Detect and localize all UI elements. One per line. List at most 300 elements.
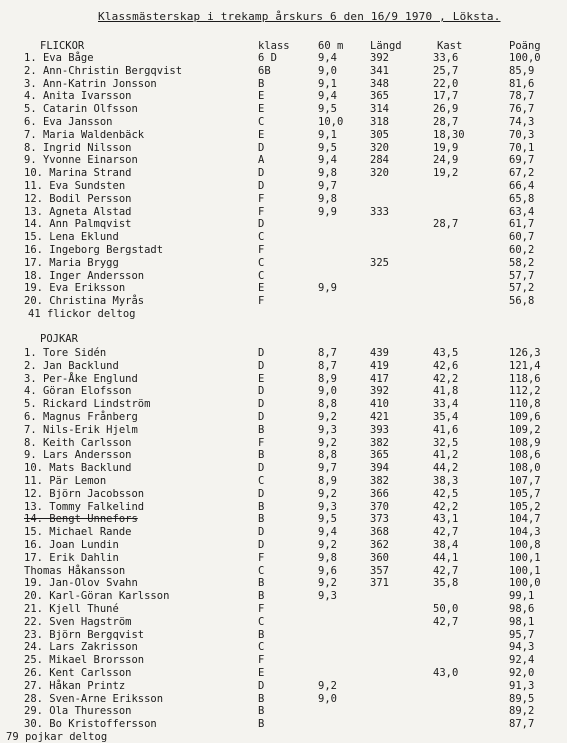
pojkar-cell-poang: 87,7 xyxy=(509,718,535,731)
pojkar-row xyxy=(0,565,567,578)
pojkar-cell-klass: C xyxy=(258,475,265,487)
pojkar-participants-note: 79 pojkar deltog xyxy=(6,731,108,743)
pojkar-cell-m60: 9,3 xyxy=(318,500,337,513)
flickor-participants-note: 41 flickor deltog xyxy=(28,308,136,320)
flickor-cell-name: 17. Maria Brygg xyxy=(24,256,119,269)
flickor-cell-klass: D xyxy=(258,218,265,231)
pojkar-cell-klass: B xyxy=(258,513,265,526)
pojkar-cell-klass: D xyxy=(258,359,265,372)
flickor-row xyxy=(0,244,567,257)
flickor-cell-poang: 57,2 xyxy=(509,282,535,295)
pojkar-cell-langd: 371 xyxy=(370,577,389,590)
pojkar-cell-m60: 8,9 xyxy=(318,372,337,385)
pojkar-cell-poang: 104,3 xyxy=(509,526,541,539)
pojkar-cell-kast: 50,0 xyxy=(433,603,459,615)
pojkar-cell-poang: 98,1 xyxy=(509,615,535,628)
pojkar-cell-klass: F xyxy=(258,654,265,667)
pojkar-cell-m60: 9,8 xyxy=(318,551,337,564)
flickor-cell-name: 5. Catarin Olfsson xyxy=(24,103,138,116)
pojkar-cell-name: 30. Bo Kristoffersson xyxy=(24,718,157,731)
pojkar-cell-kast: 42,7 xyxy=(433,526,459,539)
pojkar-cell-poang: 91,3 xyxy=(509,679,535,692)
pojkar-cell-name: 7. Nils-Erik Hjelm xyxy=(24,423,138,436)
pojkar-cell-m60: 9,7 xyxy=(318,462,337,475)
pojkar-cell-poang: 99,1 xyxy=(509,590,535,603)
flickor-cell-poang: 70,3 xyxy=(509,128,535,141)
pojkar-row xyxy=(0,424,567,437)
flickor-cell-kast: 25,7 xyxy=(433,64,459,77)
pojkar-section-label: POJKAR xyxy=(40,333,78,345)
pojkar-cell-poang: 105,2 xyxy=(509,500,541,513)
pojkar-cell-langd: 419 xyxy=(370,359,389,372)
flickor-cell-langd: 320 xyxy=(370,141,389,154)
flickor-cell-name: 18. Inger Andersson xyxy=(24,269,145,282)
pojkar-cell-poang: 118,6 xyxy=(509,372,541,385)
pojkar-cell-langd: 382 xyxy=(370,475,389,487)
pojkar-cell-m60: 9,2 xyxy=(318,487,337,500)
pojkar-cell-langd: 366 xyxy=(370,487,389,500)
pojkar-cell-name: 14. Bengt Unnefors xyxy=(24,513,138,526)
pojkar-cell-m60: 9,2 xyxy=(318,577,337,590)
pojkar-row xyxy=(0,705,567,718)
flickor-cell-name: 4. Anita Ivarsson xyxy=(24,90,132,103)
pojkar-cell-poang: 108,0 xyxy=(509,462,541,475)
flickor-cell-m60: 9,8 xyxy=(318,167,337,180)
flickor-row xyxy=(0,129,567,142)
pojkar-cell-m60: 8,9 xyxy=(318,475,337,487)
pojkar-cell-poang: 94,3 xyxy=(509,641,535,654)
pojkar-row xyxy=(0,629,567,642)
pojkar-cell-name: Thomas Håkansson xyxy=(24,564,126,577)
pojkar-cell-kast: 42,5 xyxy=(433,487,459,500)
pojkar-cell-klass: B xyxy=(258,692,265,705)
flickor-cell-m60: 9,1 xyxy=(318,77,337,90)
pojkar-cell-m60: 8,8 xyxy=(318,449,337,462)
flickor-cell-klass: D xyxy=(258,180,265,192)
pojkar-cell-m60: 9,4 xyxy=(318,526,337,539)
pojkar-cell-langd: 394 xyxy=(370,462,389,475)
pojkar-cell-kast: 43,1 xyxy=(433,513,459,526)
flickor-cell-kast: 24,9 xyxy=(433,154,459,167)
flickor-cell-langd: 314 xyxy=(370,103,389,116)
pojkar-cell-poang: 92,4 xyxy=(509,654,535,667)
pojkar-cell-klass: E xyxy=(258,667,265,679)
pojkar-cell-poang: 107,7 xyxy=(509,475,541,487)
flickor-row xyxy=(0,90,567,103)
flickor-cell-langd: 305 xyxy=(370,128,389,141)
flickor-cell-kast: 26,9 xyxy=(433,103,459,116)
pojkar-cell-kast: 41,6 xyxy=(433,423,459,436)
pojkar-row xyxy=(0,693,567,706)
pojkar-cell-name: 12. Björn Jacobsson xyxy=(24,487,145,500)
pojkar-cell-name: 29. Ola Thuresson xyxy=(24,705,132,718)
flickor-cell-langd: 320 xyxy=(370,167,389,180)
pojkar-cell-poang: 89,2 xyxy=(509,705,535,718)
pojkar-cell-m60: 8,8 xyxy=(318,398,337,411)
pojkar-cell-langd: 382 xyxy=(370,436,389,449)
flickor-cell-poang: 81,6 xyxy=(509,77,535,90)
pojkar-cell-kast: 43,0 xyxy=(433,667,459,679)
flickor-row xyxy=(0,78,567,91)
flickor-cell-name: 19. Eva Eriksson xyxy=(24,282,126,295)
pojkar-cell-klass: D xyxy=(258,539,265,551)
pojkar-cell-klass: F xyxy=(258,436,265,449)
pojkar-cell-name: 11. Pär Lemon xyxy=(24,475,107,487)
pojkar-cell-name: 4. Göran Elofsson xyxy=(24,385,132,398)
sheet-title: Klassmästerskap i trekamp årskurs 6 den 16/9 1970 , Löksta. xyxy=(98,10,501,23)
flickor-cell-klass: A xyxy=(258,154,265,167)
pojkar-cell-langd: 362 xyxy=(370,539,389,551)
flickor-cell-klass: C xyxy=(258,116,265,128)
pojkar-cell-kast: 43,5 xyxy=(433,347,459,359)
pojkar-cell-name: 24. Lars Zakrisson xyxy=(24,641,138,654)
flickor-cell-kast: 28,7 xyxy=(433,218,459,231)
flickor-cell-name: 9. Yvonne Einarson xyxy=(24,154,138,167)
pojkar-cell-klass: B xyxy=(258,577,265,590)
col-poang-header: Poäng xyxy=(509,40,541,52)
flickor-cell-poang: 78,7 xyxy=(509,90,535,103)
flickor-row xyxy=(0,295,567,308)
flickor-cell-name: 12. Bodil Persson xyxy=(24,192,132,205)
flickor-cell-poang: 60,2 xyxy=(509,244,535,256)
pojkar-cell-name: 8. Keith Carlsson xyxy=(24,436,132,449)
flickor-cell-klass: 6 D xyxy=(258,52,277,64)
pojkar-cell-kast: 35,4 xyxy=(433,411,459,423)
flickor-cell-klass: F xyxy=(258,295,265,308)
pojkar-cell-name: 5. Rickard Lindström xyxy=(24,398,151,411)
pojkar-cell-name: 25. Mikael Brorsson xyxy=(24,654,145,667)
pojkar-row xyxy=(0,449,567,462)
pojkar-cell-name: 28. Sven-Arne Eriksson xyxy=(24,692,164,705)
flickor-row xyxy=(0,231,567,244)
pojkar-cell-kast: 42,6 xyxy=(433,359,459,372)
pojkar-cell-m60: 9,2 xyxy=(318,411,337,423)
pojkar-cell-name: 15. Michael Rande xyxy=(24,526,132,539)
pojkar-cell-name: 1. Tore Sidén xyxy=(24,347,107,359)
pojkar-cell-poang: 126,3 xyxy=(509,347,541,359)
pojkar-row xyxy=(0,475,567,488)
pojkar-row xyxy=(0,590,567,603)
pojkar-cell-poang: 98,6 xyxy=(509,603,535,615)
pojkar-cell-langd: 392 xyxy=(370,385,389,398)
flickor-row xyxy=(0,257,567,270)
flickor-row xyxy=(0,270,567,283)
pojkar-cell-m60: 9,0 xyxy=(318,692,337,705)
pojkar-row xyxy=(0,411,567,424)
flickor-cell-name: 10. Marina Strand xyxy=(24,167,132,180)
flickor-cell-m60: 10,0 xyxy=(318,116,344,128)
pojkar-row xyxy=(0,398,567,411)
flickor-cell-m60: 9,0 xyxy=(318,64,337,77)
flickor-row xyxy=(0,180,567,193)
flickor-cell-kast: 28,7 xyxy=(433,116,459,128)
flickor-row xyxy=(0,103,567,116)
flickor-cell-poang: 65,8 xyxy=(509,192,535,205)
pojkar-cell-name: 9. Lars Andersson xyxy=(24,449,132,462)
pojkar-cell-klass: D xyxy=(258,347,265,359)
pojkar-cell-langd: 357 xyxy=(370,564,389,577)
pojkar-row xyxy=(0,654,567,667)
pojkar-row xyxy=(0,385,567,398)
pojkar-cell-klass: B xyxy=(258,718,265,731)
flickor-row xyxy=(0,218,567,231)
flickor-cell-m60: 9,4 xyxy=(318,154,337,167)
pojkar-row xyxy=(0,360,567,373)
pojkar-cell-m60: 9,2 xyxy=(318,539,337,551)
flickor-cell-langd: 348 xyxy=(370,77,389,90)
pojkar-row xyxy=(0,501,567,514)
flickor-cell-kast: 33,6 xyxy=(433,52,459,64)
pojkar-cell-poang: 95,7 xyxy=(509,628,535,641)
flickor-cell-klass: D xyxy=(258,167,265,180)
flickor-section-label: FLICKOR xyxy=(40,40,85,52)
pojkar-cell-klass: D xyxy=(258,526,265,539)
flickor-cell-name: 3. Ann-Katrin Jonsson xyxy=(24,77,157,90)
pojkar-row xyxy=(0,680,567,693)
pojkar-cell-name: 10. Mats Backlund xyxy=(24,462,132,475)
pojkar-cell-poang: 92,0 xyxy=(509,667,535,679)
flickor-cell-poang: 69,7 xyxy=(509,154,535,167)
col-klass-header: klass xyxy=(258,40,290,52)
pojkar-cell-kast: 38,4 xyxy=(433,539,459,551)
pojkar-row xyxy=(0,347,567,360)
flickor-cell-langd: 341 xyxy=(370,64,389,77)
pojkar-cell-klass: D xyxy=(258,487,265,500)
pojkar-cell-langd: 417 xyxy=(370,372,389,385)
pojkar-cell-m60: 9,0 xyxy=(318,385,337,398)
pojkar-row xyxy=(0,577,567,590)
pojkar-cell-kast: 44,1 xyxy=(433,551,459,564)
pojkar-row xyxy=(0,513,567,526)
pojkar-cell-langd: 421 xyxy=(370,411,389,423)
pojkar-cell-klass: C xyxy=(258,641,265,654)
pojkar-row xyxy=(0,616,567,629)
pojkar-cell-kast: 32,5 xyxy=(433,436,459,449)
flickor-cell-kast: 22,0 xyxy=(433,77,459,90)
pojkar-cell-name: 23. Björn Bergqvist xyxy=(24,628,145,641)
flickor-cell-poang: 85,9 xyxy=(509,64,535,77)
pojkar-cell-poang: 89,5 xyxy=(509,692,535,705)
flickor-cell-klass: B xyxy=(258,77,265,90)
pojkar-cell-klass: B xyxy=(258,423,265,436)
pojkar-cell-klass: E xyxy=(258,372,265,385)
flickor-cell-klass: D xyxy=(258,141,265,154)
pojkar-cell-poang: 104,7 xyxy=(509,513,541,526)
pojkar-cell-m60: 9,6 xyxy=(318,564,337,577)
flickor-cell-klass: C xyxy=(258,256,265,269)
pojkar-cell-name: 13. Tommy Falkelind xyxy=(24,500,145,513)
flickor-cell-klass: E xyxy=(258,103,265,116)
pojkar-cell-poang: 108,6 xyxy=(509,449,541,462)
pojkar-row xyxy=(0,603,567,616)
col-langd-header: Längd xyxy=(370,40,402,52)
flickor-cell-klass: F xyxy=(258,205,265,218)
pojkar-cell-m60: 9,3 xyxy=(318,590,337,603)
flickor-cell-kast: 19,2 xyxy=(433,167,459,180)
flickor-row xyxy=(0,193,567,206)
pojkar-cell-poang: 108,9 xyxy=(509,436,541,449)
pojkar-cell-kast: 33,4 xyxy=(433,398,459,411)
flickor-cell-kast: 17,7 xyxy=(433,90,459,103)
pojkar-cell-name: 17. Erik Dahlin xyxy=(24,551,119,564)
flickor-cell-poang: 70,1 xyxy=(509,141,535,154)
pojkar-cell-klass: F xyxy=(258,551,265,564)
flickor-cell-name: 15. Lena Eklund xyxy=(24,231,119,244)
pojkar-cell-langd: 373 xyxy=(370,513,389,526)
pojkar-cell-poang: 100,8 xyxy=(509,539,541,551)
pojkar-row xyxy=(0,539,567,552)
pojkar-cell-langd: 365 xyxy=(370,449,389,462)
flickor-cell-poang: 74,3 xyxy=(509,116,535,128)
pojkar-cell-m60: 9,2 xyxy=(318,679,337,692)
flickor-cell-m60: 9,4 xyxy=(318,52,337,64)
flickor-row xyxy=(0,52,567,65)
flickor-row xyxy=(0,167,567,180)
pojkar-cell-klass: C xyxy=(258,615,265,628)
flickor-cell-langd: 325 xyxy=(370,256,389,269)
pojkar-row xyxy=(0,437,567,450)
pojkar-cell-kast: 41,8 xyxy=(433,385,459,398)
pojkar-cell-name: 27. Håkan Printz xyxy=(24,679,126,692)
pojkar-row xyxy=(0,462,567,475)
flickor-cell-kast: 18,30 xyxy=(433,128,465,141)
pojkar-cell-klass: B xyxy=(258,449,265,462)
pojkar-cell-poang: 121,4 xyxy=(509,359,541,372)
flickor-cell-poang: 63,4 xyxy=(509,205,535,218)
flickor-cell-poang: 67,2 xyxy=(509,167,535,180)
flickor-cell-name: 1. Eva Båge xyxy=(24,52,94,64)
flickor-cell-name: 13. Agneta Alstad xyxy=(24,205,132,218)
pojkar-cell-klass: F xyxy=(258,603,265,615)
flickor-cell-klass: C xyxy=(258,269,265,282)
flickor-cell-m60: 9,9 xyxy=(318,205,337,218)
pojkar-row xyxy=(0,552,567,565)
flickor-cell-m60: 9,5 xyxy=(318,103,337,116)
flickor-row xyxy=(0,282,567,295)
flickor-cell-m60: 9,4 xyxy=(318,90,337,103)
flickor-cell-m60: 9,8 xyxy=(318,192,337,205)
pojkar-cell-klass: D xyxy=(258,679,265,692)
pojkar-row xyxy=(0,526,567,539)
flickor-cell-langd: 392 xyxy=(370,52,389,64)
flickor-cell-name: 8. Ingrid Nilsson xyxy=(24,141,132,154)
pojkar-cell-poang: 100,0 xyxy=(509,577,541,590)
pojkar-cell-kast: 42,7 xyxy=(433,564,459,577)
pojkar-cell-poang: 100,1 xyxy=(509,564,541,577)
pojkar-cell-name: 19. Jan-Olov Svahn xyxy=(24,577,138,590)
pojkar-cell-klass: B xyxy=(258,628,265,641)
pojkar-row xyxy=(0,641,567,654)
pojkar-cell-poang: 100,1 xyxy=(509,551,541,564)
pojkar-cell-name: 26. Kent Carlsson xyxy=(24,667,132,679)
flickor-cell-name: 2. Ann-Christin Bergqvist xyxy=(24,64,183,77)
pojkar-cell-klass: B xyxy=(258,705,265,718)
flickor-cell-langd: 365 xyxy=(370,90,389,103)
flickor-cell-poang: 57,7 xyxy=(509,269,535,282)
flickor-cell-poang: 61,7 xyxy=(509,218,535,231)
pojkar-cell-name: 21. Kjell Thuné xyxy=(24,603,119,615)
flickor-cell-name: 20. Christina Myrås xyxy=(24,295,145,308)
flickor-row xyxy=(0,142,567,155)
pojkar-cell-klass: D xyxy=(258,462,265,475)
col-60m-header: 60 m xyxy=(318,40,344,52)
pojkar-row xyxy=(0,667,567,680)
flickor-cell-poang: 66,4 xyxy=(509,180,535,192)
flickor-cell-name: 11. Eva Sundsten xyxy=(24,180,126,192)
pojkar-cell-kast: 41,2 xyxy=(433,449,459,462)
pojkar-cell-m60: 9,3 xyxy=(318,423,337,436)
flickor-row xyxy=(0,65,567,78)
flickor-cell-name: 14. Ann Palmqvist xyxy=(24,218,132,231)
pojkar-cell-kast: 42,2 xyxy=(433,372,459,385)
pojkar-cell-m60: 9,5 xyxy=(318,513,337,526)
pojkar-row xyxy=(0,373,567,386)
flickor-row xyxy=(0,116,567,129)
flickor-cell-klass: C xyxy=(258,231,265,244)
flickor-cell-klass: E xyxy=(258,90,265,103)
pojkar-cell-klass: B xyxy=(258,590,265,603)
flickor-row xyxy=(0,206,567,219)
pojkar-cell-langd: 360 xyxy=(370,551,389,564)
flickor-cell-langd: 333 xyxy=(370,205,389,218)
pojkar-cell-poang: 112,2 xyxy=(509,385,541,398)
flickor-cell-name: 7. Maria Waldenbäck xyxy=(24,128,145,141)
pojkar-cell-name: 16. Joan Lundin xyxy=(24,539,119,551)
flickor-cell-m60: 9,1 xyxy=(318,128,337,141)
pojkar-cell-name: 22. Sven Hagström xyxy=(24,615,132,628)
pojkar-cell-poang: 105,7 xyxy=(509,487,541,500)
pojkar-row xyxy=(0,488,567,501)
flickor-cell-poang: 56,8 xyxy=(509,295,535,308)
flickor-cell-poang: 60,7 xyxy=(509,231,535,244)
pojkar-row xyxy=(0,718,567,731)
pojkar-cell-langd: 410 xyxy=(370,398,389,411)
pojkar-cell-kast: 42,2 xyxy=(433,500,459,513)
pojkar-cell-name: 3. Per-Åke Englund xyxy=(24,372,138,385)
flickor-cell-poang: 58,2 xyxy=(509,256,535,269)
flickor-cell-kast: 19,9 xyxy=(433,141,459,154)
flickor-cell-poang: 100,0 xyxy=(509,52,541,64)
pojkar-cell-kast: 44,2 xyxy=(433,462,459,475)
pojkar-cell-klass: B xyxy=(258,500,265,513)
flickor-cell-m60: 9,9 xyxy=(318,282,337,295)
pojkar-cell-m60: 8,7 xyxy=(318,347,337,359)
col-kast-header: Kast xyxy=(437,40,463,52)
flickor-cell-klass: E xyxy=(258,282,265,295)
flickor-cell-klass: F xyxy=(258,192,265,205)
pojkar-cell-langd: 370 xyxy=(370,500,389,513)
flickor-cell-langd: 284 xyxy=(370,154,389,167)
flickor-cell-m60: 9,5 xyxy=(318,141,337,154)
pojkar-cell-m60: 9,2 xyxy=(318,436,337,449)
pojkar-cell-poang: 109,2 xyxy=(509,423,541,436)
pojkar-cell-poang: 109,6 xyxy=(509,411,541,423)
pojkar-cell-klass: D xyxy=(258,385,265,398)
pojkar-cell-klass: D xyxy=(258,411,265,423)
pojkar-cell-langd: 368 xyxy=(370,526,389,539)
pojkar-cell-name: 2. Jan Backlund xyxy=(24,359,119,372)
flickor-cell-name: 16. Ingeborg Bergstadt xyxy=(24,244,164,256)
pojkar-cell-m60: 8,7 xyxy=(318,359,337,372)
flickor-cell-klass: 6B xyxy=(258,64,271,77)
flickor-cell-poang: 76,7 xyxy=(509,103,535,116)
pojkar-cell-kast: 42,7 xyxy=(433,615,459,628)
pojkar-cell-kast: 35,8 xyxy=(433,577,459,590)
pojkar-cell-name: 6. Magnus Frånberg xyxy=(24,411,138,423)
pojkar-cell-klass: D xyxy=(258,398,265,411)
flickor-cell-klass: E xyxy=(258,128,265,141)
pojkar-cell-poang: 110,8 xyxy=(509,398,541,411)
